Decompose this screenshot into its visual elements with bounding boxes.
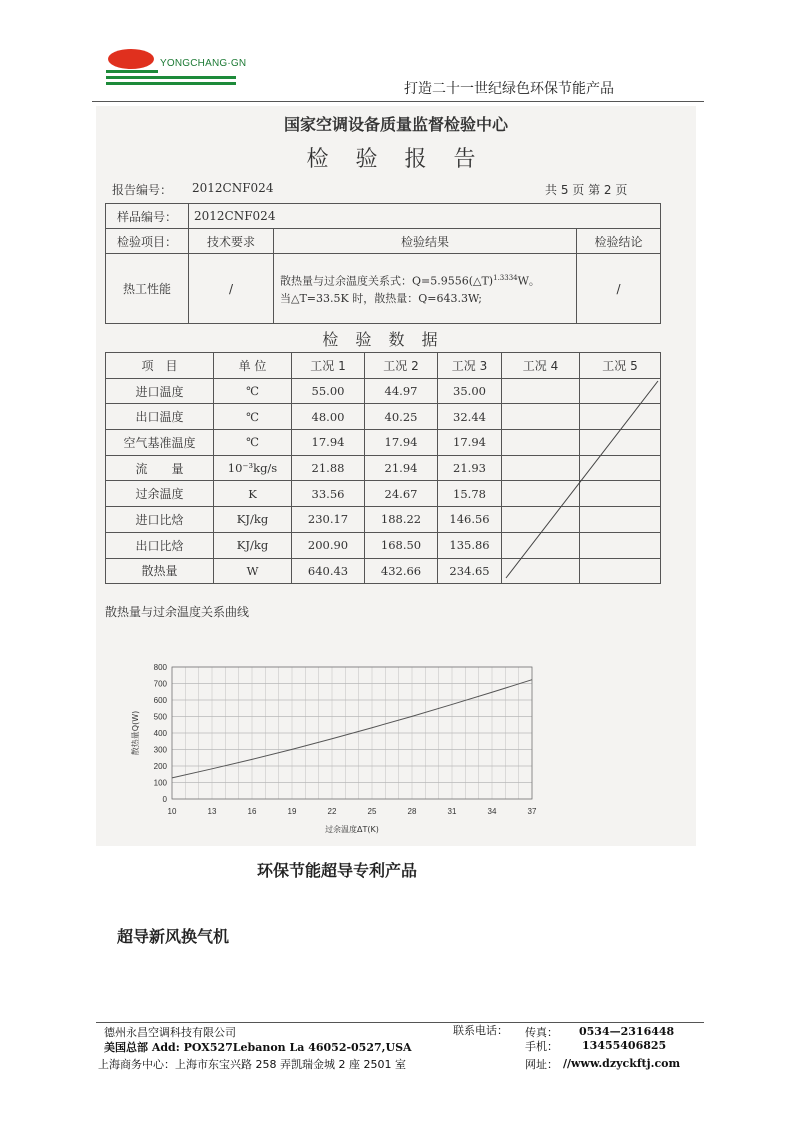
header-case-3: 工况 3: [438, 353, 502, 379]
data-section-title: 检 验 数 据: [322, 330, 444, 349]
result-formula: 散热量与过余温度关系式：Q=5.9556(△T): [280, 274, 494, 288]
row-value-case-3: 135.86: [438, 532, 502, 558]
row-value-case-1: 33.56: [292, 481, 365, 507]
x-axis-label: 过余温度ΔT(K): [325, 825, 379, 834]
blank-cell-strike: [500, 378, 662, 582]
y-tick-label: 500: [153, 712, 167, 722]
x-tick-label: 31: [447, 807, 457, 816]
x-tick-label: 13: [207, 807, 217, 816]
series-line: [172, 680, 532, 778]
row-unit: 10⁻³kg/s: [214, 455, 292, 481]
row-unit: K: [214, 481, 292, 507]
row-item-name: 散热量: [106, 558, 214, 584]
logo-stripe-icon: [106, 70, 158, 73]
col-result-header: 检验结果: [274, 229, 577, 254]
row-item-name: 空气基准温度: [106, 430, 214, 456]
report-info-table: [105, 203, 661, 324]
y-tick-label: 700: [153, 679, 167, 689]
footer-us-office: 美国总部 Add: POX527Lebanon La 46052-0527,USA: [104, 1041, 412, 1054]
x-tick-label: 25: [367, 807, 377, 816]
row-item-name: 出口比焓: [106, 532, 214, 558]
heat-curve-chart: [110, 655, 550, 840]
row-unit: ℃: [214, 430, 292, 456]
header-case-5: 工况 5: [580, 353, 661, 379]
x-tick-label: 28: [407, 807, 417, 816]
report-title: 检 验 报 告: [306, 147, 486, 172]
row-item-name: 过余温度: [106, 481, 214, 507]
row-value-case-3: 17.94: [438, 430, 502, 456]
row-result: [274, 254, 577, 324]
col-req-header: 技术要求: [189, 229, 274, 254]
row-value-case-1: 21.88: [292, 455, 365, 481]
row-value-case-1: 48.00: [292, 404, 365, 430]
x-tick-label: 10: [167, 807, 177, 816]
x-tick-label: 19: [287, 807, 297, 816]
result-value: 当△T=33.5K 时，散热量：Q=643.3W;: [280, 292, 483, 306]
row-unit: ℃: [214, 404, 292, 430]
report-no-label: 报告编号：: [112, 183, 173, 197]
y-tick-label: 300: [153, 745, 167, 755]
y-tick-label: 0: [162, 795, 167, 804]
col-item-header: 检验项目：: [106, 229, 189, 254]
row-value-case-2: 168.50: [365, 532, 438, 558]
footer-mobile-label: 手机：: [525, 1040, 558, 1053]
row-item-name: 流 量: [106, 455, 214, 481]
header-case-4: 工况 4: [502, 353, 580, 379]
footer-divider: [96, 1022, 704, 1023]
row-value-case-2: 21.94: [365, 455, 438, 481]
row-item: 热工性能: [106, 254, 189, 324]
row-value-case-1: 230.17: [292, 507, 365, 533]
result-exponent: 1.3334: [493, 273, 518, 282]
row-value-case-3: 15.78: [438, 481, 502, 507]
footer-company: 德州永昌空调科技有限公司: [104, 1026, 236, 1039]
row-value-case-3: 234.65: [438, 558, 502, 584]
row-value-case-1: 640.43: [292, 558, 365, 584]
row-value-case-2: 40.25: [365, 404, 438, 430]
row-value-case-2: 17.94: [365, 430, 438, 456]
col-conclusion-header: 检验结论: [577, 229, 661, 254]
row-item-name: 出口温度: [106, 404, 214, 430]
page-count: 共 5 页 第 2 页: [545, 183, 628, 197]
header-case-2: 工况 2: [365, 353, 438, 379]
x-tick-label: 34: [487, 807, 497, 816]
row-unit: W: [214, 558, 292, 584]
report-no: 2012CNF024: [192, 181, 274, 195]
row-value-case-3: 146.56: [438, 507, 502, 533]
y-axis-label: 散热量Q(W): [131, 710, 140, 756]
row-req: /: [189, 254, 274, 324]
header-case-1: 工况 1: [292, 353, 365, 379]
footer-shanghai: 上海商务中心：上海市东宝兴路 258 弄凯瑞金城 2 座 2501 室: [98, 1058, 406, 1071]
row-value-case-2: 432.66: [365, 558, 438, 584]
footer-web-label: 网址：: [525, 1058, 558, 1071]
row-value-case-3: 32.44: [438, 404, 502, 430]
x-tick-label: 37: [527, 807, 537, 816]
y-tick-label: 800: [153, 663, 167, 672]
row-value-case-2: 188.22: [365, 507, 438, 533]
row-unit: KJ/kg: [214, 532, 292, 558]
row-unit: ℃: [214, 378, 292, 404]
row-value-case-1: 17.94: [292, 430, 365, 456]
sample-no: 2012CNF024: [189, 204, 661, 229]
row-item-name: 进口比焓: [106, 507, 214, 533]
row-value-case-1: 55.00: [292, 378, 365, 404]
y-tick-label: 600: [153, 696, 167, 705]
row-value-case-3: 35.00: [438, 378, 502, 404]
x-tick-label: 16: [247, 807, 257, 816]
footer-fax-label: 传真：: [525, 1026, 558, 1039]
row-value-case-2: 44.97: [365, 378, 438, 404]
logo-stripe-icon: [106, 76, 236, 79]
sample-no-label: 样品编号：: [106, 204, 189, 229]
header-divider: [92, 101, 704, 102]
product-title: 超导新风换气机: [117, 927, 230, 946]
footer-web: //www.dzyckftj.com: [563, 1057, 681, 1070]
row-conclusion: /: [577, 254, 661, 324]
row-value-case-2: 24.67: [365, 481, 438, 507]
logo-mark-icon: [108, 49, 154, 69]
y-tick-label: 400: [153, 729, 167, 738]
row-value-case-1: 200.90: [292, 532, 365, 558]
y-tick-label: 100: [153, 778, 167, 788]
promo-headline: 环保节能超导专利产品: [257, 861, 418, 880]
row-value-case-3: 21.93: [438, 455, 502, 481]
result-unit: W。: [517, 274, 540, 288]
y-tick-label: 200: [153, 762, 167, 771]
header-item: 项 目: [106, 353, 214, 379]
logo-stripe-icon: [106, 82, 236, 85]
x-tick-label: 22: [327, 807, 337, 816]
footer-mobile: 13455406825: [582, 1039, 667, 1052]
footer-fax: 0534—2316448: [579, 1025, 675, 1038]
logo-text: YONGCHANG·GN: [160, 58, 247, 69]
header-slogan: 打造二十一世纪绿色环保节能产品: [404, 81, 614, 97]
footer-contact-label: 联系电话：: [453, 1024, 508, 1037]
row-unit: KJ/kg: [214, 507, 292, 533]
header-unit: 单 位: [214, 353, 292, 379]
report-org: 国家空调设备质量监督检验中心: [283, 115, 508, 134]
row-item-name: 进口温度: [106, 378, 214, 404]
chart-title: 散热量与过余温度关系曲线: [105, 605, 250, 619]
